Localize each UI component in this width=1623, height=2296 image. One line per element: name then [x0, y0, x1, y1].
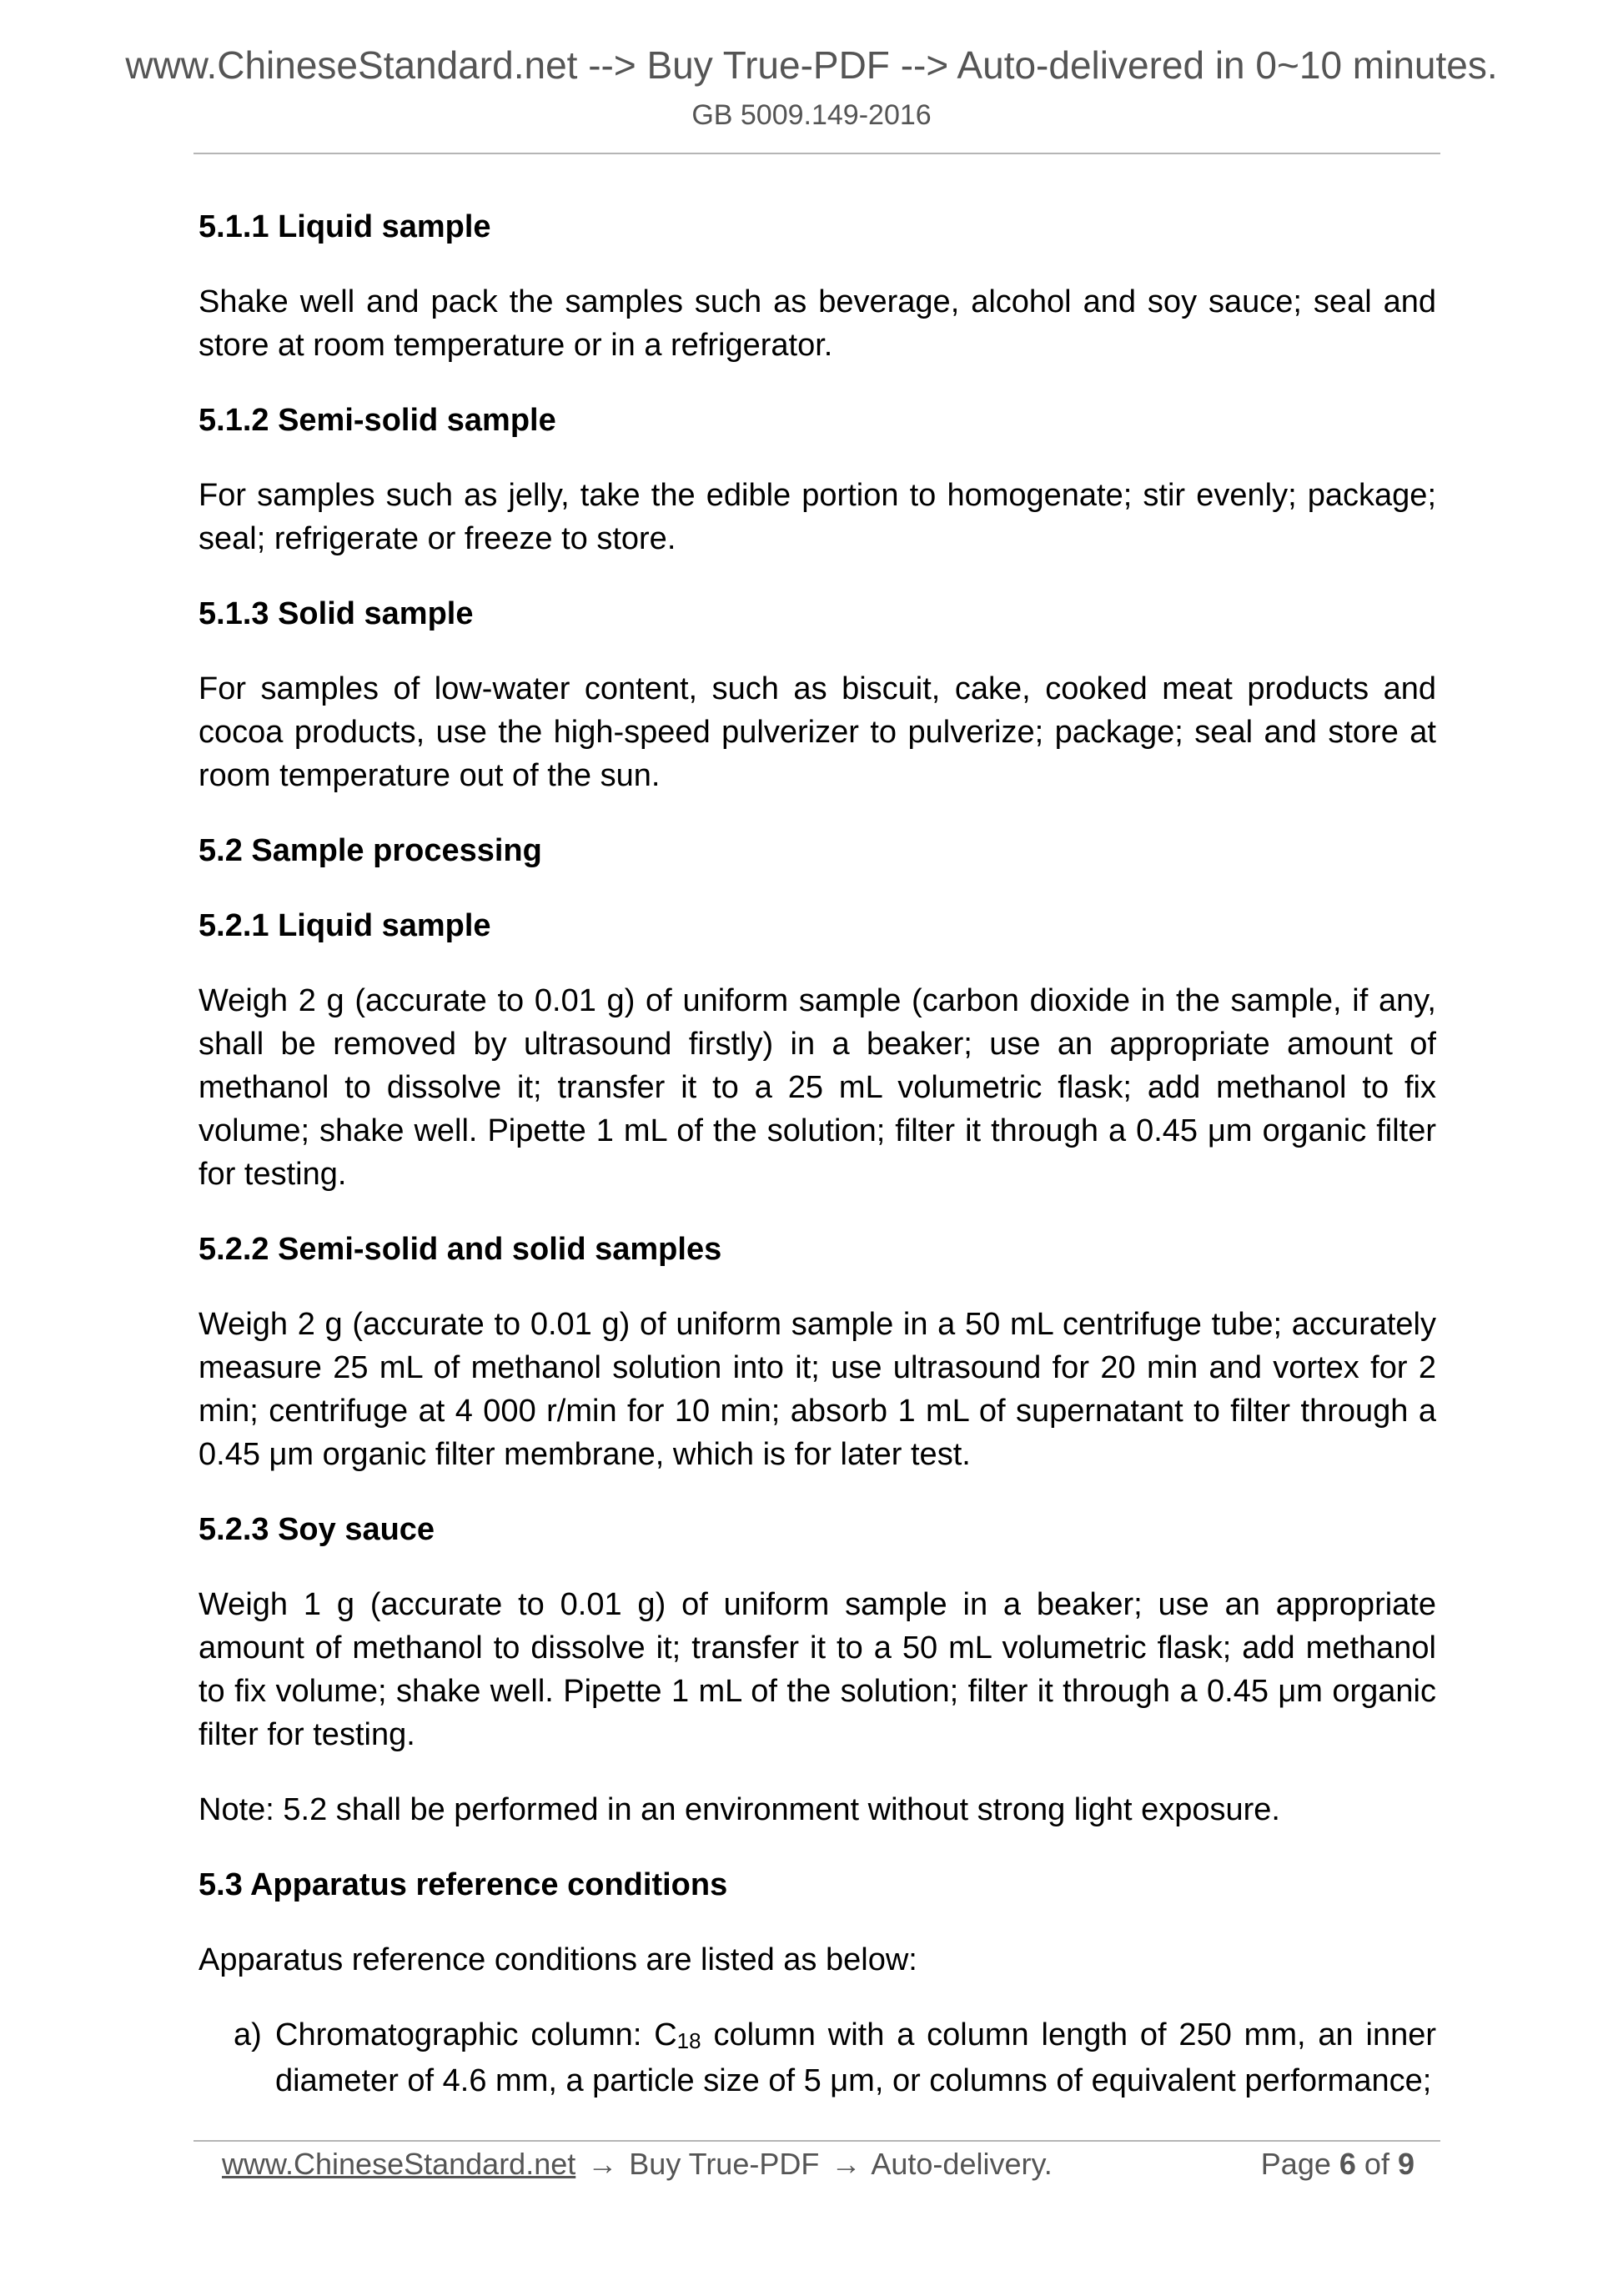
section-5-1-2-text: For samples such as jelly, take the edible portion to homogenate; stir evenly; package; seal; refrigerate or freeze to store.: [198, 478, 1436, 556]
section-5-1-3-heading: 5.1.3 Solid sample: [198, 596, 474, 631]
section-5-3-intro: Apparatus reference conditions are listed as below:: [198, 1942, 917, 1977]
arrow-right-icon: →: [831, 2147, 862, 2181]
section-5-1-1-heading: 5.1.1 Liquid sample: [198, 209, 491, 244]
footer-site-link[interactable]: www.ChineseStandard.net: [222, 2147, 576, 2181]
list-marker: a): [234, 2017, 262, 2052]
list-item-a: [234, 2013, 1436, 2103]
section-5-1-2-heading: 5.1.2 Semi-solid sample: [198, 403, 556, 438]
page-of-label: of: [1364, 2147, 1389, 2181]
list-item-a-text-start: Chromatographic column: C: [275, 2017, 677, 2052]
section-5-1-1-text: Shake well and pack the samples such as beverage, alcohol and soy sauce; seal and store at room temperature or in a refrigerator.: [198, 284, 1436, 363]
page-number: [1261, 2143, 1414, 2185]
header-banner: www.ChineseStandard.net --> Buy True-PDF --> Auto-delivered in 0~10 minutes.: [125, 43, 1498, 87]
header-divider: [193, 153, 1440, 154]
page-header: [0, 40, 1623, 133]
processing-note: Note: 5.2 shall be performed in an environment without strong light exposure.: [198, 1792, 1280, 1827]
document-body: [198, 205, 1436, 2103]
page-footer: [222, 2143, 1414, 2185]
section-5-2-heading: 5.2 Sample processing: [198, 833, 542, 868]
section-5-2-3-heading: 5.2.3 Soy sauce: [198, 1512, 435, 1547]
section-5-1-3-text: For samples of low-water content, such as biscuit, cake, cooked meat products and cocoa products, use the high-speed pulverizer to pulverize; package; seal and store at room temperature out of the sun.: [198, 671, 1436, 793]
section-5-2-1-heading: 5.2.1 Liquid sample: [198, 908, 491, 943]
section-5-2-1-text: Weigh 2 g (accurate to 0.01 g) of uniform sample (carbon dioxide in the sample, if any, shall be removed by ultrasound firstly) in a beaker; use an appropriate amount of methanol to dissolve it; transfer it to a 25 mL volumetric flask; add methanol to fix volume; shake well. Pipette 1 mL of the solution; filter it through a 0.45 μm organic filter for testing.: [198, 983, 1436, 1192]
footer-buy-text: Buy True-PDF: [629, 2147, 820, 2181]
footer-delivery-text: Auto-delivery.: [871, 2147, 1053, 2181]
section-5-3-heading: 5.3 Apparatus reference conditions: [198, 1867, 728, 1902]
page-label: Page: [1260, 2147, 1331, 2181]
section-5-2-3-text: Weigh 1 g (accurate to 0.01 g) of uniform sample in a beaker; use an appropriate amount of methanol to dissolve it; transfer it to a 50 mL volumetric flask; add methanol to fix volume; shake well. Pipette 1 mL of the solution; filter it through a 0.45 μm organic filter for testing.: [198, 1587, 1436, 1752]
section-5-2-2-text: Weigh 2 g (accurate to 0.01 g) of uniform sample in a 50 mL centrifuge tube; accurately measure 25 mL of methanol solution into it; use ultrasound for 20 min and vortex for 2 min; centrifuge at 4 000 r/min for 10 min; absorb 1 mL of supernatant to filter through a 0.45 μm organic filter membrane, which is for later test.: [198, 1307, 1436, 1472]
subscript-18: 18: [676, 2028, 701, 2053]
list-item-a-text: [275, 2013, 1436, 2103]
footer-links: [222, 2143, 1053, 2185]
document-code: GB 5009.149-2016: [691, 99, 932, 131]
page-current: 6: [1339, 2147, 1356, 2181]
section-5-2-2-heading: 5.2.2 Semi-solid and solid samples: [198, 1232, 722, 1267]
arrow-right-icon: →: [587, 2147, 618, 2181]
page-total: 9: [1397, 2147, 1414, 2181]
list-item-a-text-end: column with a column length of 250 mm, an inner diameter of 4.6 mm, a particle size of 5 μm, or columns of equivalent performance;: [275, 2017, 1437, 2098]
footer-divider: [193, 2140, 1440, 2142]
